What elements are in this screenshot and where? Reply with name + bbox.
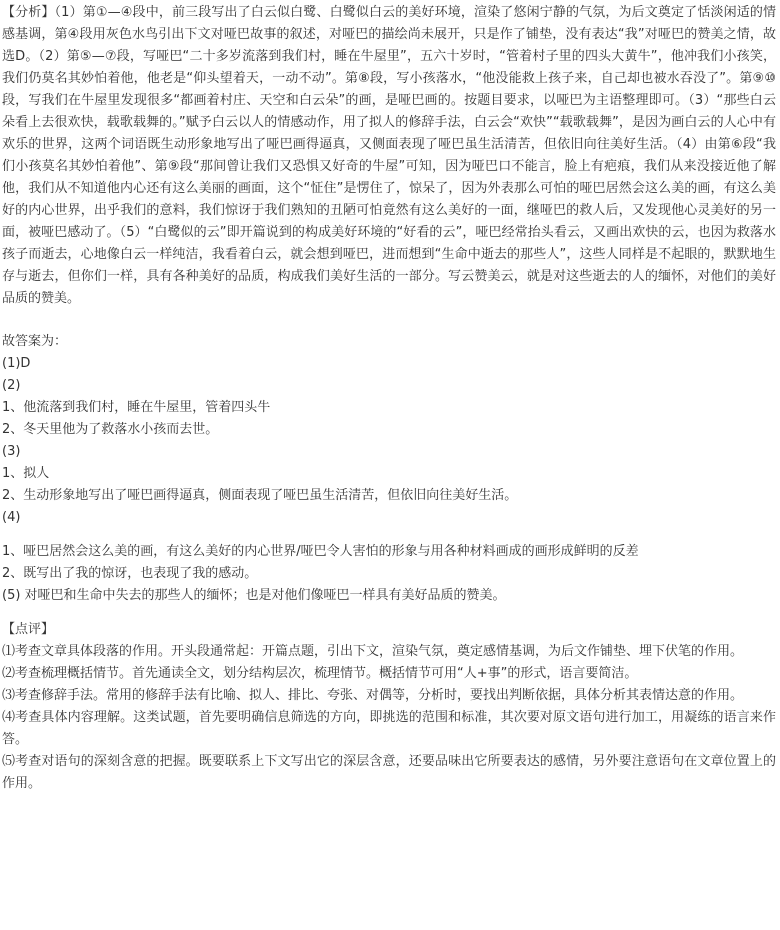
- answer-q2-label: (2): [2, 378, 21, 393]
- comment-heading: 【点评】: [2, 622, 55, 637]
- comment-item: ⑴考查文章具体段落的作用。开头段通常起：开篇点题，引出下文，渲染气氛，奠定感情基调，为后文作铺垫、埋下伏笔的作用。: [2, 644, 744, 659]
- comment-item: ⑸考查对语句的深刻含意的把握。既要联系上下文写出它的深层含意，还要品味出它所要表达的感情，另外要注意语句在文章位置上的作用。: [2, 754, 776, 791]
- analysis-paragraph: 【分析】（1）第①—④段中，前三段写出了白云似白鹭、白鹭似白云的美好环境，渲染了悠闲宁静的气氛，为后文奠定了恬淡闲适的情感基调，第④段用灰色水鸟引出下文对哑巴故事的叙述，对哑巴的描绘尚未展开，只是作了铺垫，没有表达“我”对哑巴的赞美之情，故选D。（2）第⑤—⑦段，写哑巴“二十多岁流落到我们村，睡在牛屋里”，五六十岁时，“管着村子里的四头大黄牛”，他冲我们小孩笑，我们仍莫名其妙怕着他，他老是“仰头望着天，一动不动”。第⑧段，写小孩落水，“他没能救上孩子来，自己却也被水吞没了”。第⑨⑩段，写我们在牛屋里发现很多“都画着村庄、天空和白云朵”的画，是哑巴画的。按题目要求，以哑巴为主语整理即可。（3）“那些白云朵看上去很欢快，载歌载舞的。”赋予白云以人的情感动作，用了拟人的修辞手法，白云会“欢快”“载歌载舞”，是因为画白云的人心中有欢乐的世界，这两个词语既生动形象地写出了哑巴画得逼真，又侧面表现了哑巴虽生活清苦，但依旧向往美好生活。（4）由第⑥段“我们小孩莫名其妙怕着他”、第⑨段“那间曾让我们又恐惧又好奇的牛屋”可知，因为哑巴口不能言，脸上有疤痕，我们从来没接近他了解他，我们从不知道他内心还有这么美丽的画面，这个“怔住”是愣住了，惊呆了，因为外表那么可怕的哑巴居然会这么美的画，有这么美好的内心世界，出乎我们的意料，我们惊讶于我们熟知的丑陋可怕竟然有这么美好的一面，继哑巴的救人后，又发现他心灵美好的另一面，被哑巴感动了。（5）“白鹭似的云”即开篇说到的构成美好环境的“好看的云”，哑巴经常抬头看云，又画出欢快的云，也因为救落水孩子而逝去，心地像白云一样纯洁，我看着白云，就会想到哑巴，进而想到“生命中逝去的那些人”，这些人同样是不起眼的，默默地生存与逝去，但你们一样，具有各种美好的品质，构成我们美好生活的一部分。写云赞美云，就是对这些逝去的人的缅怀，对他们的美好品质的赞美。: [2, 5, 776, 306]
- answer-q4-item: 2、既写出了我的惊讶，也表现了我的感动。: [2, 566, 258, 581]
- answer-q2-item: 2、冬天里他为了救落水小孩而去世。: [2, 422, 219, 437]
- answer-heading: 故答案为：: [2, 334, 68, 349]
- answer-q1: (1)D: [2, 356, 31, 371]
- comment-item: ⑷考查具体内容理解。这类试题，首先要明确信息筛选的方向，即挑选的范围和标准，其次要对原文语句进行加工，用凝练的语言来作答。: [2, 710, 776, 747]
- answer-q5: (5) 对哑巴和生命中失去的那些人的缅怀；也是对他们像哑巴一样具有美好品质的赞美。: [2, 588, 506, 603]
- answer-q3-item: 2、生动形象地写出了哑巴画得逼真，侧面表现了哑巴虽生活清苦，但依旧向往美好生活。: [2, 488, 518, 503]
- comment-item: ⑶考查修辞手法。常用的修辞手法有比喻、拟人、排比、夸张、对偶等，分析时，要找出判断依据，具体分析其表情达意的作用。: [2, 688, 744, 703]
- answer-q3-label: (3): [2, 444, 21, 459]
- comment-item: ⑵考查梳理概括情节。首先通读全文，划分结构层次，梳理情节。概括情节可用“人+事”的形式，语言要简洁。: [2, 666, 638, 681]
- answer-q4-item: 1、哑巴居然会这么美的画，有这么美好的内心世界/哑巴令人害怕的形象与用各种材料画成的画形成鲜明的反差: [2, 544, 639, 559]
- answer-q4-label: (4): [2, 510, 21, 525]
- answer-q2-item: 1、他流落到我们村，睡在牛屋里，管着四头牛: [2, 400, 271, 415]
- answer-q3-item: 1、拟人: [2, 466, 50, 481]
